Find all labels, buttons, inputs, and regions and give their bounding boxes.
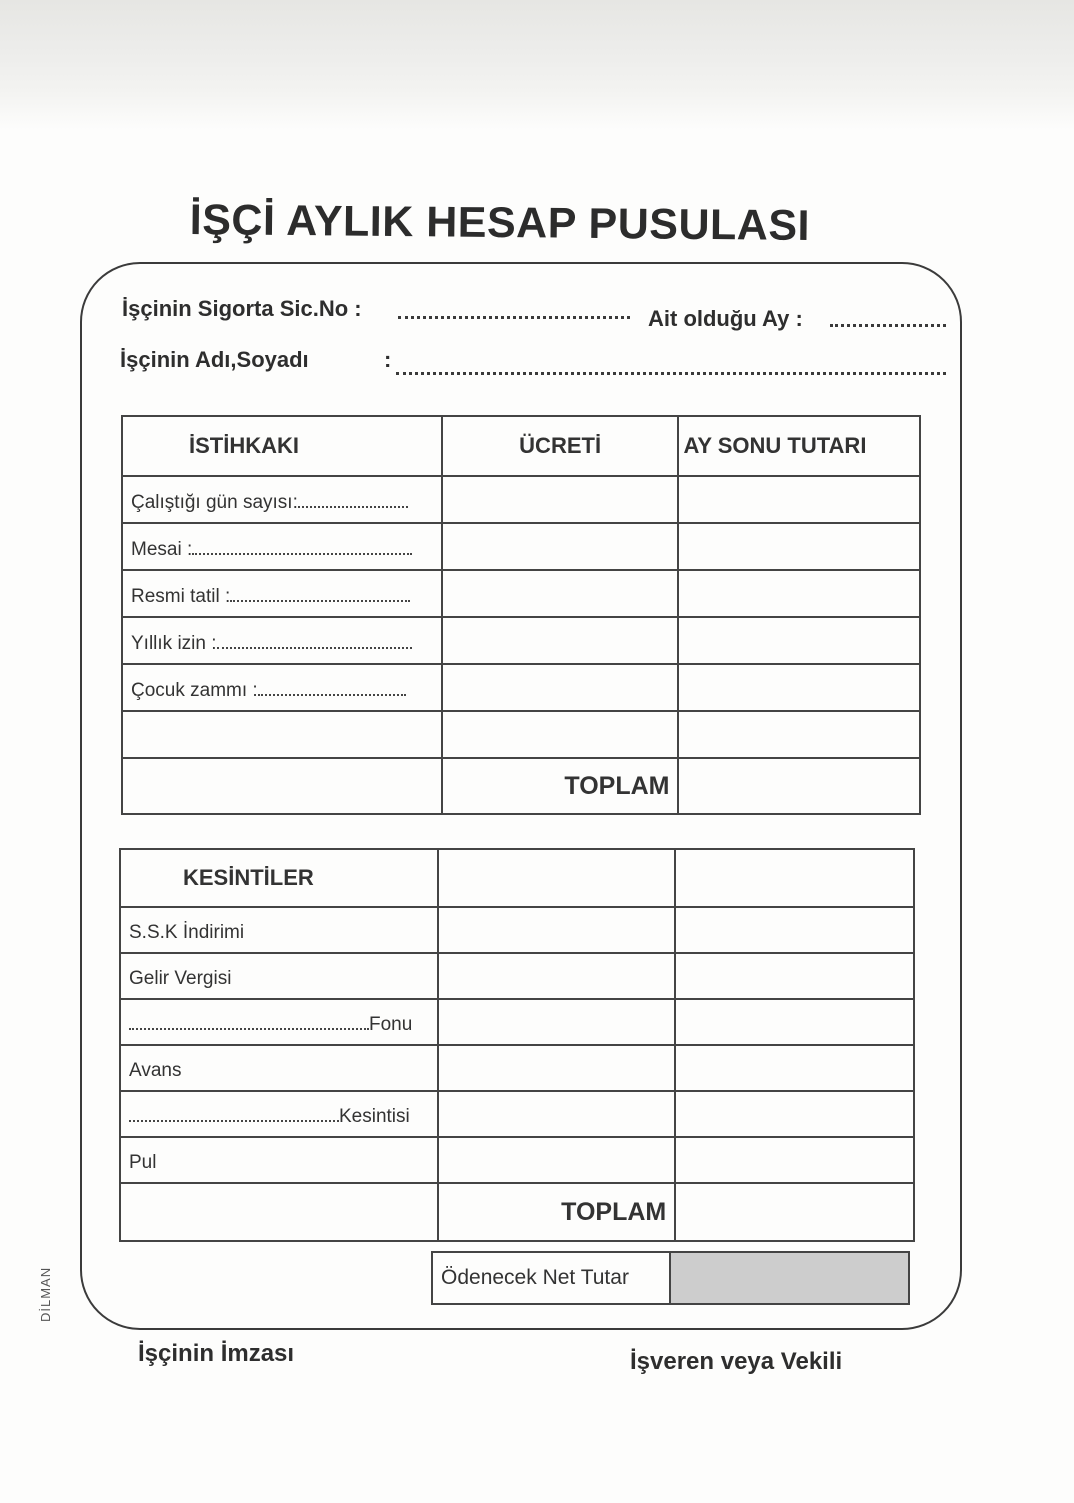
insurance-no-field[interactable] (398, 316, 630, 319)
net-pay-value-cell[interactable] (670, 1252, 909, 1304)
days-worked-label: Çalıştığı gün sayısı: (131, 492, 298, 513)
net-pay-row (432, 1252, 909, 1304)
holiday-total-cell[interactable] (678, 570, 920, 617)
advance-total-cell[interactable] (675, 1045, 914, 1091)
deductions-table (119, 848, 915, 1242)
stamp-duty-label: Pul (120, 1137, 438, 1183)
holiday-wage-cell[interactable] (442, 570, 679, 617)
days-total-cell[interactable] (678, 476, 920, 523)
fund-label: Fonu (369, 1014, 413, 1035)
earnings-total-cell[interactable] (678, 758, 920, 814)
blank-label-cell[interactable] (122, 711, 442, 758)
other-total-cell[interactable] (675, 1091, 914, 1137)
ssk-deduction-label: S.S.K İndirimi (120, 907, 438, 953)
wage-header: ÜCRETİ (442, 416, 679, 476)
deduction-row-stamp (120, 1137, 914, 1183)
earnings-row-child (122, 664, 920, 711)
deductions-header-row (120, 849, 914, 907)
other-deduction-label: Kesintisi (339, 1106, 410, 1127)
deduction-row-advance (120, 1045, 914, 1091)
deduction-row-income-tax (120, 953, 914, 999)
income-tax-label: Gelir Vergisi (120, 953, 438, 999)
earnings-header-row (122, 416, 920, 476)
month-field[interactable] (830, 324, 946, 327)
worker-name-field[interactable] (396, 372, 946, 375)
earnings-header: İSTİHKAKI (122, 416, 442, 476)
blank-wage-cell[interactable] (442, 711, 679, 758)
deduction-row-ssk (120, 907, 914, 953)
overtime-wage-cell[interactable] (442, 523, 679, 570)
earnings-total-row (122, 758, 920, 814)
worker-name-colon: : (384, 347, 392, 372)
earnings-row-days (122, 476, 920, 523)
stamp-total-cell[interactable] (675, 1137, 914, 1183)
earnings-total-label: TOPLAM (442, 758, 679, 814)
deductions-total-cell[interactable] (675, 1183, 914, 1241)
deductions-total-row (120, 1183, 914, 1241)
leave-total-cell[interactable] (678, 617, 920, 664)
fund-total-cell[interactable] (675, 999, 914, 1045)
net-pay-label: Ödenecek Net Tutar (432, 1252, 670, 1304)
public-holiday-label: Resmi tatil : (131, 586, 231, 607)
earnings-row-leave (122, 617, 920, 664)
net-pay-table (431, 1251, 910, 1305)
child-total-cell[interactable] (678, 664, 920, 711)
ssk-amount-cell[interactable] (438, 907, 675, 953)
earnings-row-blank (122, 711, 920, 758)
form-title: İŞÇİ AYLIK HESAP PUSULASI (189, 196, 811, 250)
child-wage-cell[interactable] (442, 664, 679, 711)
earnings-row-overtime (122, 523, 920, 570)
employer-signature-label: İşveren veya Vekili (630, 1348, 843, 1375)
deduction-row-other (120, 1091, 914, 1137)
blank-total-cell[interactable] (678, 711, 920, 758)
printer-mark: DİLMAN (38, 1266, 53, 1322)
days-wage-cell[interactable] (442, 476, 679, 523)
overtime-label: Mesai : (131, 539, 193, 560)
worker-name-label: İşçinin Adı,Soyadı (120, 347, 309, 372)
earnings-table (121, 415, 921, 815)
leave-wage-cell[interactable] (442, 617, 679, 664)
deductions-header: KESİNTİLER (120, 849, 438, 907)
annual-leave-label: Yıllık izin : (131, 633, 217, 654)
child-allowance-label: Çocuk zammı : (131, 680, 258, 701)
income-tax-amount-cell[interactable] (438, 953, 675, 999)
overtime-total-cell[interactable] (678, 523, 920, 570)
deduction-row-fund (120, 999, 914, 1045)
worker-signature-label: İşçinin İmzası (138, 1340, 295, 1367)
other-amount-cell[interactable] (438, 1091, 675, 1137)
income-tax-total-cell[interactable] (675, 953, 914, 999)
fund-amount-cell[interactable] (438, 999, 675, 1045)
scan-shadow-band (0, 0, 1074, 130)
stamp-amount-cell[interactable] (438, 1137, 675, 1183)
ssk-total-cell[interactable] (675, 907, 914, 953)
advance-label: Avans (120, 1045, 438, 1091)
earnings-row-holiday (122, 570, 920, 617)
month-label: Ait olduğu Ay : (648, 306, 803, 331)
month-end-total-header: AY SONU TUTARI (678, 416, 920, 476)
advance-amount-cell[interactable] (438, 1045, 675, 1091)
insurance-no-label: İşçinin Sigorta Sic.No : (122, 296, 362, 321)
deductions-total-label: TOPLAM (438, 1183, 675, 1241)
